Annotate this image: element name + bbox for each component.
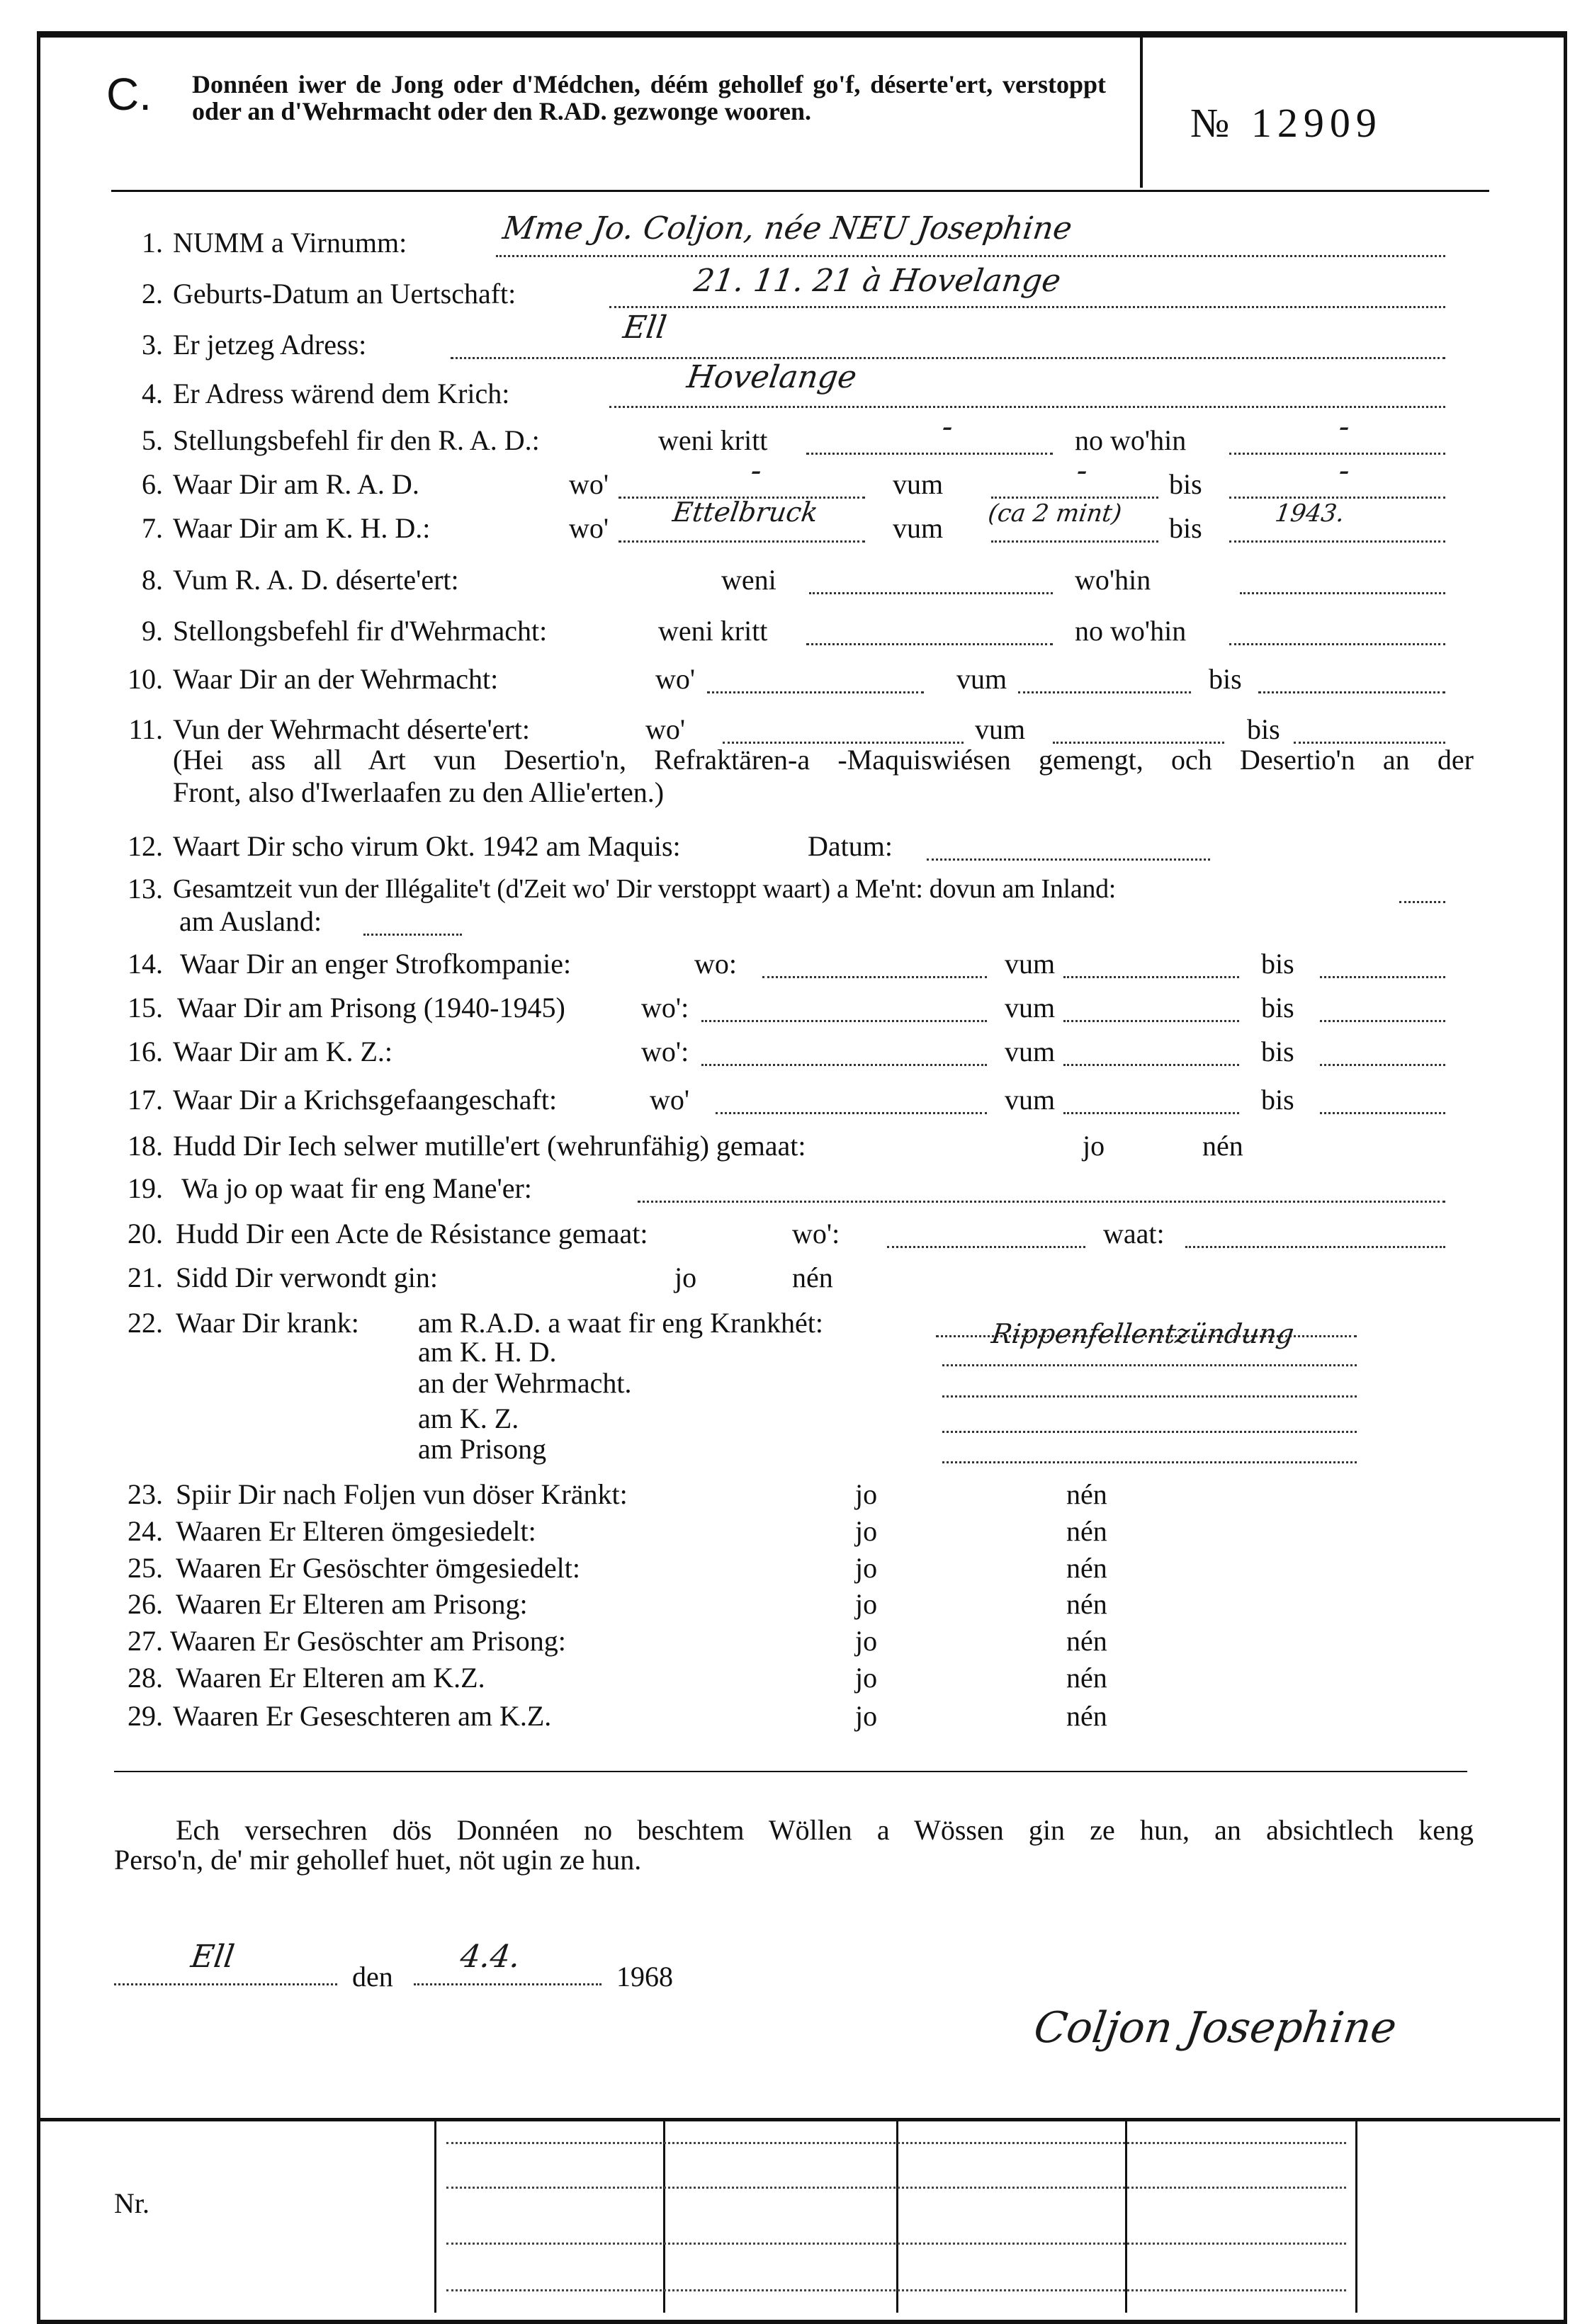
- field-label: wo': [650, 1084, 690, 1116]
- field-label: vum: [893, 468, 944, 500]
- field[interactable]: [942, 1440, 1357, 1463]
- no-option[interactable]: nén: [1066, 1478, 1107, 1510]
- form-number: [1190, 99, 1382, 147]
- field-label: wo': [655, 663, 696, 695]
- field-label: no wo'hin: [1075, 615, 1187, 647]
- place-value: Ell: [188, 1939, 237, 1975]
- field-label: vum: [1005, 948, 1056, 980]
- field-label: weni kritt: [658, 615, 768, 647]
- no-option[interactable]: nén: [1066, 1625, 1107, 1657]
- sub-label: am K. Z.: [418, 1402, 519, 1434]
- sub-label: am Prisong: [418, 1433, 547, 1465]
- field[interactable]: [1294, 720, 1445, 744]
- no-option[interactable]: nén: [1066, 1588, 1107, 1620]
- field-value: -: [1336, 453, 1352, 489]
- signature: Coljon Josephine: [1031, 2003, 1400, 2053]
- field-label: bis: [1247, 713, 1280, 745]
- item-label: Vun der Wehrmacht déserte'ert:: [173, 713, 530, 745]
- no-option[interactable]: nén: [1066, 1515, 1107, 1547]
- item-number: 24.: [128, 1515, 163, 1547]
- table-divider: [663, 2121, 665, 2313]
- sub-label: am R.A.D. a waat fir eng Krankhét:: [418, 1307, 824, 1339]
- yes-option[interactable]: jo: [855, 1515, 878, 1547]
- item-label: Sidd Dir verwondt gin:: [176, 1262, 438, 1293]
- field-value: -: [939, 409, 956, 445]
- no-option[interactable]: nén: [1066, 1700, 1107, 1732]
- item-label: NUMM a Virnumm:: [173, 227, 407, 259]
- item-label: Waar Dir an enger Strofkompanie:: [180, 948, 572, 980]
- field[interactable]: [1240, 571, 1445, 594]
- yes-option[interactable]: jo: [855, 1552, 878, 1584]
- field-value: 1943.: [1273, 499, 1347, 528]
- number-sign: №: [1190, 100, 1236, 146]
- item-label: Waar Dir am K. H. D.:: [173, 512, 431, 544]
- item-label: Hudd Dir Iech selwer mutille'ert (wehrunfähig) gemaat:: [173, 1130, 806, 1162]
- item-label: Gesamtzeit vun der Illégalite't (d'Zeit wo' Dir verstoppt waart) a Me'nt: dovun am Inland:: [173, 874, 1117, 904]
- field-label: wo': [569, 468, 609, 500]
- year-label: 1968: [616, 1961, 673, 1993]
- item-label: Waaren Er Elteren am K.Z.: [176, 1662, 485, 1694]
- field-label: Datum:: [808, 830, 893, 862]
- item-number: 3.: [142, 329, 163, 361]
- table-divider: [434, 2121, 436, 2313]
- item-label: Stellungsbefehl fir den R. A. D.:: [173, 424, 540, 456]
- field[interactable]: [1063, 1091, 1239, 1114]
- item-number: 12.: [128, 830, 163, 862]
- item-label: Waaren Er Gesöschter am Prisong:: [170, 1625, 566, 1657]
- field-label: bis: [1261, 1036, 1294, 1067]
- item-label: Waaren Er Elteren ömgesiedelt:: [176, 1515, 536, 1547]
- field-label: waat:: [1103, 1218, 1165, 1249]
- item-number: 21.: [128, 1262, 163, 1293]
- field[interactable]: [1053, 720, 1224, 744]
- no-option[interactable]: nén: [1066, 1662, 1107, 1694]
- field[interactable]: [887, 1225, 1085, 1248]
- item-number: 10.: [128, 663, 163, 695]
- item-label: Waart Dir scho virum Okt. 1942 am Maquis:: [173, 830, 681, 862]
- field[interactable]: [716, 1091, 987, 1114]
- field[interactable]: [806, 431, 1053, 455]
- field-label: bis: [1261, 992, 1294, 1024]
- item-number: 25.: [128, 1552, 163, 1584]
- item-number: 23.: [128, 1478, 163, 1510]
- field[interactable]: [1399, 880, 1445, 903]
- field-label: vum: [1005, 992, 1056, 1024]
- field[interactable]: [1185, 1225, 1445, 1248]
- item-label: Waaren Er Gesöschter ömgesiedelt:: [176, 1552, 580, 1584]
- item-number: 6.: [142, 468, 163, 500]
- field-value: (ca 2 mint): [986, 499, 1124, 528]
- field-label: wo':: [792, 1218, 840, 1249]
- date-value: 4.4.: [458, 1939, 523, 1975]
- item-number: 20.: [128, 1218, 163, 1249]
- field-value: -: [1336, 409, 1352, 445]
- item-number: 13.: [128, 873, 163, 905]
- field[interactable]: [707, 670, 924, 693]
- item-number: 22.: [128, 1307, 163, 1339]
- item-number: 8.: [142, 564, 163, 596]
- field-label: am Ausland:: [179, 905, 322, 937]
- address-value: Ell: [621, 310, 669, 346]
- item-number: 27.: [128, 1625, 163, 1657]
- field[interactable]: [1320, 999, 1445, 1022]
- field-value: -: [748, 453, 764, 489]
- field[interactable]: [806, 622, 1053, 645]
- yes-option[interactable]: jo: [855, 1662, 878, 1694]
- item-number: 4.: [142, 378, 163, 409]
- address-field[interactable]: [451, 336, 1445, 359]
- item-label: Spiir Dir nach Foljen vun döser Kränkt:: [176, 1478, 628, 1510]
- item-number: 2.: [142, 278, 163, 310]
- table-divider: [896, 2121, 898, 2313]
- field-label: no wo'hin: [1075, 424, 1187, 456]
- field-label: wo'hin: [1075, 564, 1151, 596]
- birth-value: 21. 11. 21 à Hovelange: [691, 263, 1063, 299]
- field[interactable]: [1063, 955, 1239, 978]
- item-label: Waar Dir am K. Z.:: [173, 1036, 392, 1067]
- table-row[interactable]: [446, 2185, 1346, 2189]
- field-label: wo':: [641, 1036, 689, 1067]
- item-label: Wa jo op waat fir eng Mane'er:: [181, 1172, 532, 1204]
- header-rule: [111, 190, 1489, 192]
- item-number: 26.: [128, 1588, 163, 1620]
- item-number: 29.: [128, 1700, 163, 1732]
- yes-option[interactable]: jo: [855, 1700, 878, 1732]
- war-address-value: Hovelange: [684, 359, 859, 395]
- field[interactable]: [1258, 670, 1445, 693]
- item-note: (Hei ass all Art vun Desertio'n, Refraktären-a -Maquiswiésen gemengt, och Desertio'n an der: [173, 744, 1474, 776]
- item-label: Waaren Er Geseschteren am K.Z.: [173, 1700, 552, 1732]
- field-label: bis: [1169, 512, 1202, 544]
- field[interactable]: [809, 571, 1053, 594]
- table-divider: [1125, 2121, 1127, 2313]
- field-label: bis: [1261, 1084, 1294, 1116]
- item-number: 11.: [128, 713, 163, 745]
- field[interactable]: [1018, 670, 1191, 693]
- field-label: vum: [893, 512, 944, 544]
- item-number: 9.: [142, 615, 163, 647]
- field[interactable]: [1063, 1043, 1239, 1066]
- no-option[interactable]: nén: [1202, 1130, 1243, 1162]
- item-number: 16.: [128, 1036, 163, 1067]
- footer-rule: [40, 2118, 1560, 2121]
- number-value: 12909: [1250, 100, 1382, 146]
- field-label: wo': [569, 512, 609, 544]
- item-label: Vum R. A. D. déserte'ert:: [173, 564, 459, 596]
- field[interactable]: [1063, 999, 1239, 1022]
- item-number: 18.: [128, 1130, 163, 1162]
- yes-option[interactable]: jo: [855, 1588, 878, 1620]
- field[interactable]: [927, 837, 1210, 861]
- item-number: 17.: [128, 1084, 163, 1116]
- nr-label: Nr.: [114, 2187, 149, 2219]
- section-letter: C.: [106, 69, 152, 120]
- field[interactable]: [942, 1374, 1357, 1398]
- item-label: Waar Dir krank:: [176, 1307, 359, 1339]
- field-label: bis: [1169, 468, 1202, 500]
- item-number: 19.: [128, 1172, 163, 1204]
- yes-option[interactable]: jo: [674, 1262, 697, 1293]
- sub-label: an der Wehrmacht.: [418, 1367, 632, 1399]
- name-value: Mme Jo. Coljon, née NEU Josephine: [500, 210, 1075, 246]
- declaration-text: Perso'n, de' mir gehollef huet, nöt ugin ze hun.: [114, 1844, 642, 1876]
- declaration-text: Ech versechren dös Donnéen no beschtem Wöllen a Wössen gin ze hun, an absichtlech keng: [176, 1814, 1474, 1846]
- section-rule: [114, 1771, 1467, 1772]
- table-divider: [1355, 2121, 1357, 2313]
- khd-illness-value: Rippenfellentzündung: [989, 1318, 1297, 1349]
- yes-option[interactable]: jo: [855, 1625, 878, 1657]
- table-row[interactable]: [446, 2241, 1346, 2245]
- item-number: 1.: [142, 227, 163, 259]
- field-label: wo':: [641, 992, 689, 1024]
- table-row[interactable]: [446, 2141, 1346, 2144]
- field-label: vum: [975, 713, 1026, 745]
- item-label: Geburts-Datum an Uertschaft:: [173, 278, 516, 310]
- table-row[interactable]: [446, 2288, 1346, 2291]
- field[interactable]: [1320, 1043, 1445, 1066]
- item-number: 7.: [142, 512, 163, 544]
- sub-label: am K. H. D.: [418, 1336, 557, 1368]
- field-label: wo': [645, 713, 686, 745]
- field[interactable]: [1229, 622, 1445, 645]
- field[interactable]: [723, 720, 964, 744]
- item-label: Stellongsbefehl fir d'Wehrmacht:: [173, 615, 548, 647]
- item-label: Waar Dir a Krichsgefaangeschaft:: [173, 1084, 558, 1116]
- item-label: Er Adress wärend dem Krich:: [173, 378, 510, 409]
- field[interactable]: [701, 1043, 987, 1066]
- field[interactable]: [363, 912, 462, 936]
- field[interactable]: [942, 1410, 1357, 1433]
- field-label: bis: [1261, 948, 1294, 980]
- item-label: Hudd Dir een Acte de Résistance gemaat:: [176, 1218, 648, 1249]
- field[interactable]: [638, 1179, 1445, 1203]
- item-label: Waar Dir am R. A. D.: [173, 468, 419, 500]
- field-label: weni kritt: [658, 424, 768, 456]
- item-number: 5.: [142, 424, 163, 456]
- den-label: den: [352, 1961, 393, 1993]
- item-number: 14.: [128, 948, 163, 980]
- field[interactable]: [701, 999, 987, 1022]
- item-note: Front, also d'Iwerlaafen zu den Allie'erten.): [173, 776, 665, 808]
- field-value: Ettelbruck: [670, 497, 820, 528]
- item-number: 28.: [128, 1662, 163, 1694]
- form-title: Donnéen iwer de Jong oder d'Médchen, déém gehollef go'f, déserte'ert, verstoppt oder an d'Wehrmacht oder den R.AD. gezwonge wooren.: [192, 70, 1106, 125]
- item-label: Er jetzeg Adress:: [173, 329, 367, 361]
- field-label: weni: [721, 564, 776, 596]
- field[interactable]: [1320, 955, 1445, 978]
- yes-option[interactable]: jo: [1083, 1130, 1105, 1162]
- field-label: vum: [956, 663, 1007, 695]
- field-value: -: [1074, 453, 1090, 489]
- header-divider: [1140, 35, 1143, 188]
- item-label: Waar Dir am Prisong (1940-1945): [177, 992, 565, 1024]
- field-label: bis: [1209, 663, 1242, 695]
- field-label: vum: [1005, 1036, 1056, 1067]
- field[interactable]: [762, 955, 987, 978]
- field-label: wo:: [694, 948, 737, 980]
- field-label: vum: [1005, 1084, 1056, 1116]
- no-option[interactable]: nén: [792, 1262, 833, 1293]
- item-label: Waaren Er Elteren am Prisong:: [176, 1588, 528, 1620]
- no-option[interactable]: nén: [1066, 1552, 1107, 1584]
- field[interactable]: [1320, 1091, 1445, 1114]
- item-label: Waar Dir an der Wehrmacht:: [173, 663, 499, 695]
- yes-option[interactable]: jo: [855, 1478, 878, 1510]
- item-number: 15.: [128, 992, 163, 1024]
